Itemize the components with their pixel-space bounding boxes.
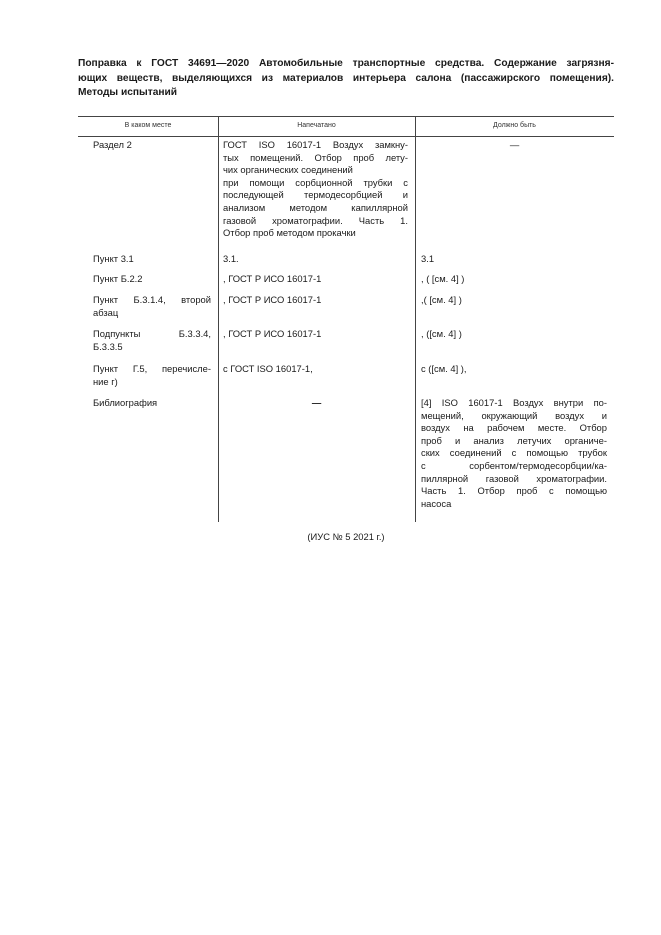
document-footer: (ИУС № 5 2021 г.)	[307, 531, 385, 542]
cell-line: ских соединений с помощью трубок	[421, 447, 607, 459]
cell-line: 3.1	[421, 253, 435, 264]
title-line: ющих веществ, выделяющихся из материалов интерьера салона (пассажирского помещения).	[78, 72, 614, 84]
column-divider	[415, 116, 416, 522]
cell-line: , ([см. 4] )	[421, 328, 462, 339]
table-cell-should-be	[421, 294, 607, 307]
table-cell-should-be	[421, 397, 607, 510]
cell-line: Библиография	[93, 397, 158, 408]
cell-line: Пункт 3.1	[93, 253, 134, 264]
cell-line: [4] ISO 16017-1 Воздух внутри по-	[421, 397, 607, 408]
table-cell-printed: —	[311, 397, 322, 408]
cell-line: Пункт Б.3.1.4, второй	[93, 294, 211, 305]
cell-line: пиллярной газовой хроматографии.	[421, 472, 607, 484]
cell-line: , ( [см. 4] )	[421, 273, 465, 284]
table-cell-location	[93, 294, 211, 319]
cell-line: , ГОСТ Р ИСО 16017-1	[223, 294, 322, 305]
cell-line: ГОСТ ISO 16017-1 Воздух замкну-	[223, 139, 408, 150]
cell-line: последующей термодесорбцией и	[223, 189, 408, 201]
cell-line: с ([см. 4] ),	[421, 363, 467, 374]
document-title	[78, 57, 614, 101]
table-cell-location	[93, 273, 211, 286]
cell-line: Часть 1. Отбор проб с помощью	[421, 485, 607, 497]
cell-line: 3.1.	[223, 253, 239, 264]
table-cell-printed	[223, 273, 408, 286]
table-cell-should-be: —	[509, 139, 520, 150]
cell-line: Подпункты Б.3.3.4,	[93, 328, 211, 339]
cell-line: тых помещений. Отбор проб летy-	[223, 151, 408, 163]
cell-line: с сорбентом/термодесорбции/ка-	[421, 459, 607, 471]
cell-line: , ГОСТ Р ИСО 16017-1	[223, 328, 322, 339]
table-cell-location	[93, 363, 211, 388]
cell-line: Отбор проб методом прокачки	[223, 227, 356, 239]
cell-line: газовой хроматографии. Часть 1.	[223, 214, 408, 226]
cell-line: ние г)	[93, 375, 118, 387]
table-cell-location	[93, 397, 211, 410]
title-line: Методы испытаний	[78, 87, 178, 98]
cell-line: Б.3.3.5	[93, 340, 123, 352]
table-cell-location	[93, 253, 211, 266]
title-line: Поправка к ГОСТ 34691—2020 Автомобильные транспортные средства. Содержание загрязня-	[78, 58, 614, 69]
cell-line: анализом методом капиллярной	[223, 201, 408, 213]
cell-line: Пункт Б.2.2	[93, 273, 143, 284]
table-cell-printed	[223, 139, 408, 240]
cell-line: Раздел 2	[93, 139, 132, 150]
cell-line: ,( [см. 4] )	[421, 294, 462, 305]
table-cell-printed	[223, 253, 408, 266]
cell-line: чих органических соединений	[223, 164, 353, 176]
cell-line: мещений, окружающий воздух и	[421, 409, 607, 421]
table-cell-should-be	[421, 273, 607, 286]
cell-line: проб и анализ летучих органиче-	[421, 434, 607, 446]
table-cell-location	[93, 328, 211, 353]
table-cell-should-be	[421, 253, 607, 266]
column-header-printed: Напечатано	[297, 122, 336, 129]
cell-line: при помощи сорбционной трубки с	[223, 176, 408, 188]
table-cell-should-be	[421, 328, 607, 341]
table-header-rule	[78, 136, 614, 137]
cell-line: абзац	[93, 306, 119, 318]
table-cell-printed	[223, 294, 408, 307]
table-cell-should-be	[421, 363, 607, 376]
cell-line: с ГОСТ ISO 16017-1,	[223, 363, 313, 374]
table-cell-printed	[223, 363, 408, 376]
cell-line: насоса	[421, 497, 452, 509]
table-cell-location	[93, 139, 211, 152]
cell-line: Пункт Г.5, перечисле-	[93, 363, 211, 374]
column-header-location: В каком месте	[124, 122, 172, 129]
column-header-should-be: Должно быть	[493, 122, 536, 129]
cell-line: , ГОСТ Р ИСО 16017-1	[223, 273, 322, 284]
table-cell-printed	[223, 328, 408, 341]
column-divider	[218, 116, 219, 522]
cell-line: воздух на рабочем месте. Отбор	[421, 422, 607, 434]
